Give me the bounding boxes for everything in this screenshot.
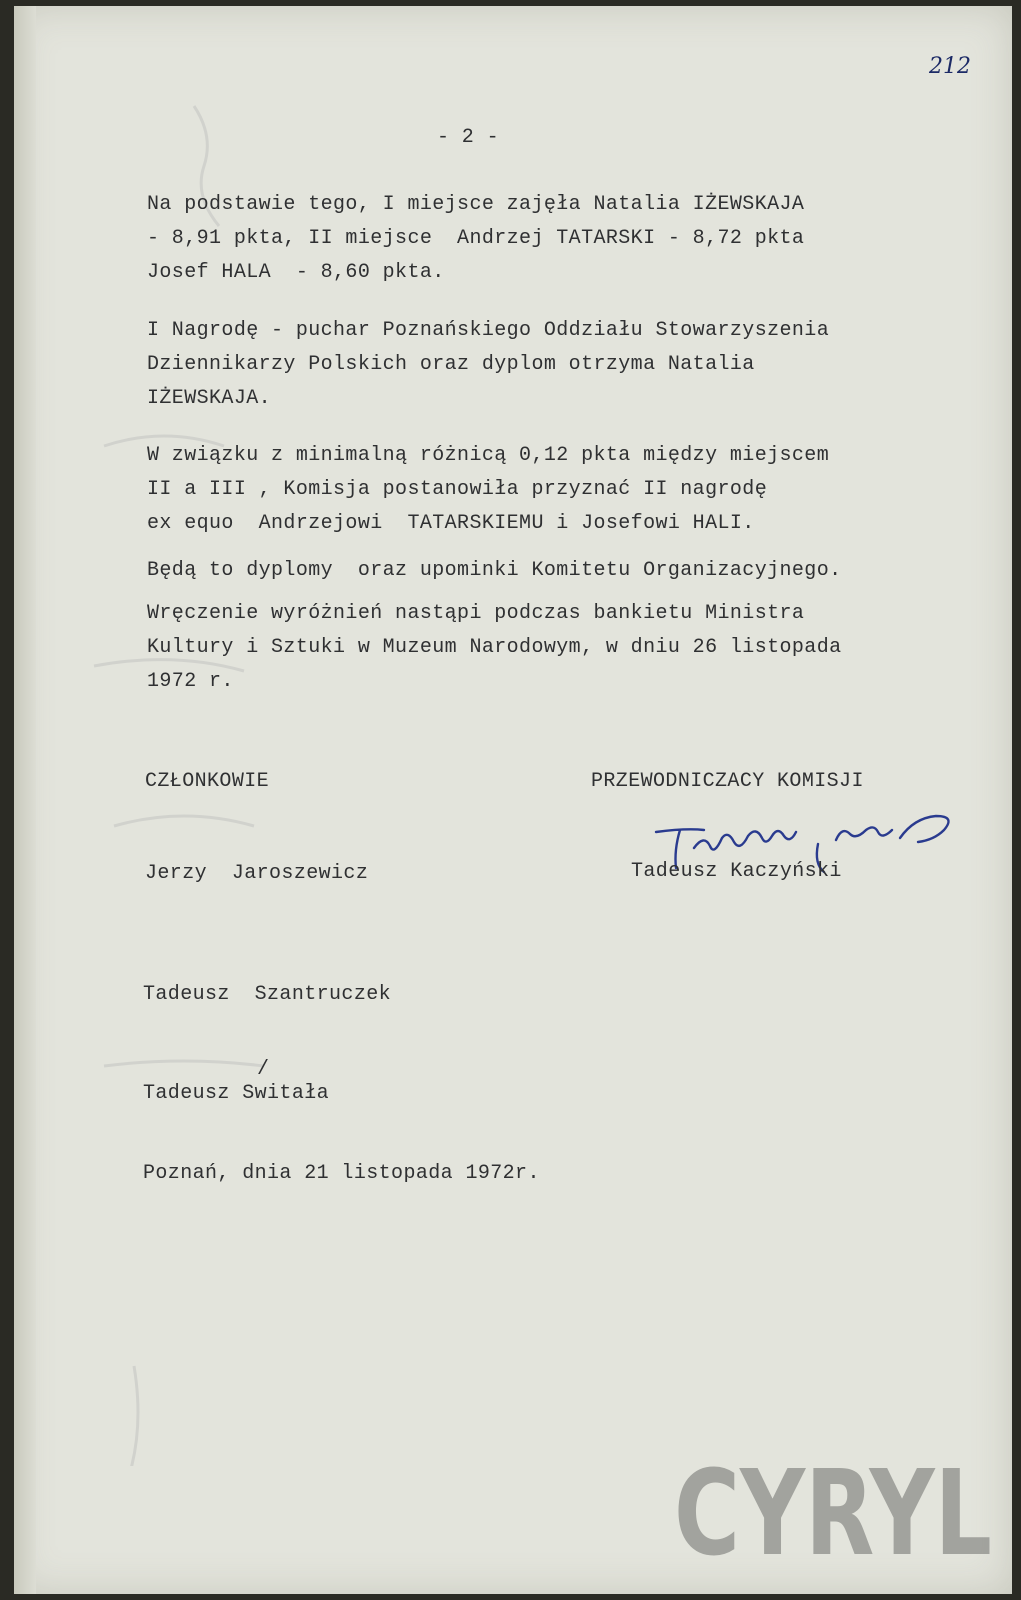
paragraph-line: Kultury i Sztuki w Muzeum Narodowym, w dniu 26 listopada	[147, 636, 842, 659]
paragraph-line: W związku z minimalną różnicą 0,12 pkta między miejscem	[147, 444, 830, 467]
paragraph-line: Na podstawie tego, I miejsce zajęła Natalia IŻEWSKAJA	[147, 193, 805, 216]
stray-mark: /	[257, 1058, 270, 1081]
paragraph-line: - 8,91 pkta, II miejsce Andrzej TATARSKI - 8,72 pkta	[147, 227, 805, 250]
paragraph-line: Dziennikarzy Polskich oraz dyplom otrzyma Natalia	[147, 353, 755, 376]
place-date: Poznań, dnia 21 listopada 1972r.	[143, 1162, 540, 1185]
chair-heading: PRZEWODNICZACY KOMISJI	[591, 770, 864, 793]
member-name: Tadeusz Szantruczek	[143, 983, 392, 1006]
member-name: Tadeusz Switała	[143, 1082, 330, 1105]
paragraph-line: ex equo Andrzejowi TATARSKIEMU i Josefowi HALI.	[147, 512, 755, 535]
archive-page-number: 212	[929, 54, 971, 79]
paragraph-line: Będą to dyplomy oraz upominki Komitetu Organizacyjnego.	[147, 559, 842, 582]
members-heading: CZŁONKOWIE	[145, 770, 270, 793]
paragraph-line: Wręczenie wyróżnień nastąpi podczas bankietu Ministra	[147, 602, 805, 625]
paragraph-line: 1972 r.	[147, 670, 234, 693]
cyryl-watermark-logo	[674, 1436, 994, 1566]
paragraph-line: IŻEWSKAJA.	[147, 387, 272, 410]
svg-text:CYRYL: CYRYL	[674, 1444, 992, 1566]
binding-edge	[14, 6, 36, 1594]
page-marker: - 2 -	[437, 126, 500, 149]
chair-name: Tadeusz Kaczyński	[631, 860, 842, 883]
member-name: Jerzy Jaroszewicz	[145, 862, 369, 885]
document-page	[14, 6, 1012, 1594]
paragraph-line: II a III , Komisja postanowiła przyznać II nagrodę	[147, 478, 768, 501]
paragraph-line: Josef HALA - 8,60 pkta.	[147, 261, 445, 284]
paragraph-line: I Nagrodę - puchar Poznańskiego Oddziału Stowarzyszenia	[147, 319, 830, 342]
